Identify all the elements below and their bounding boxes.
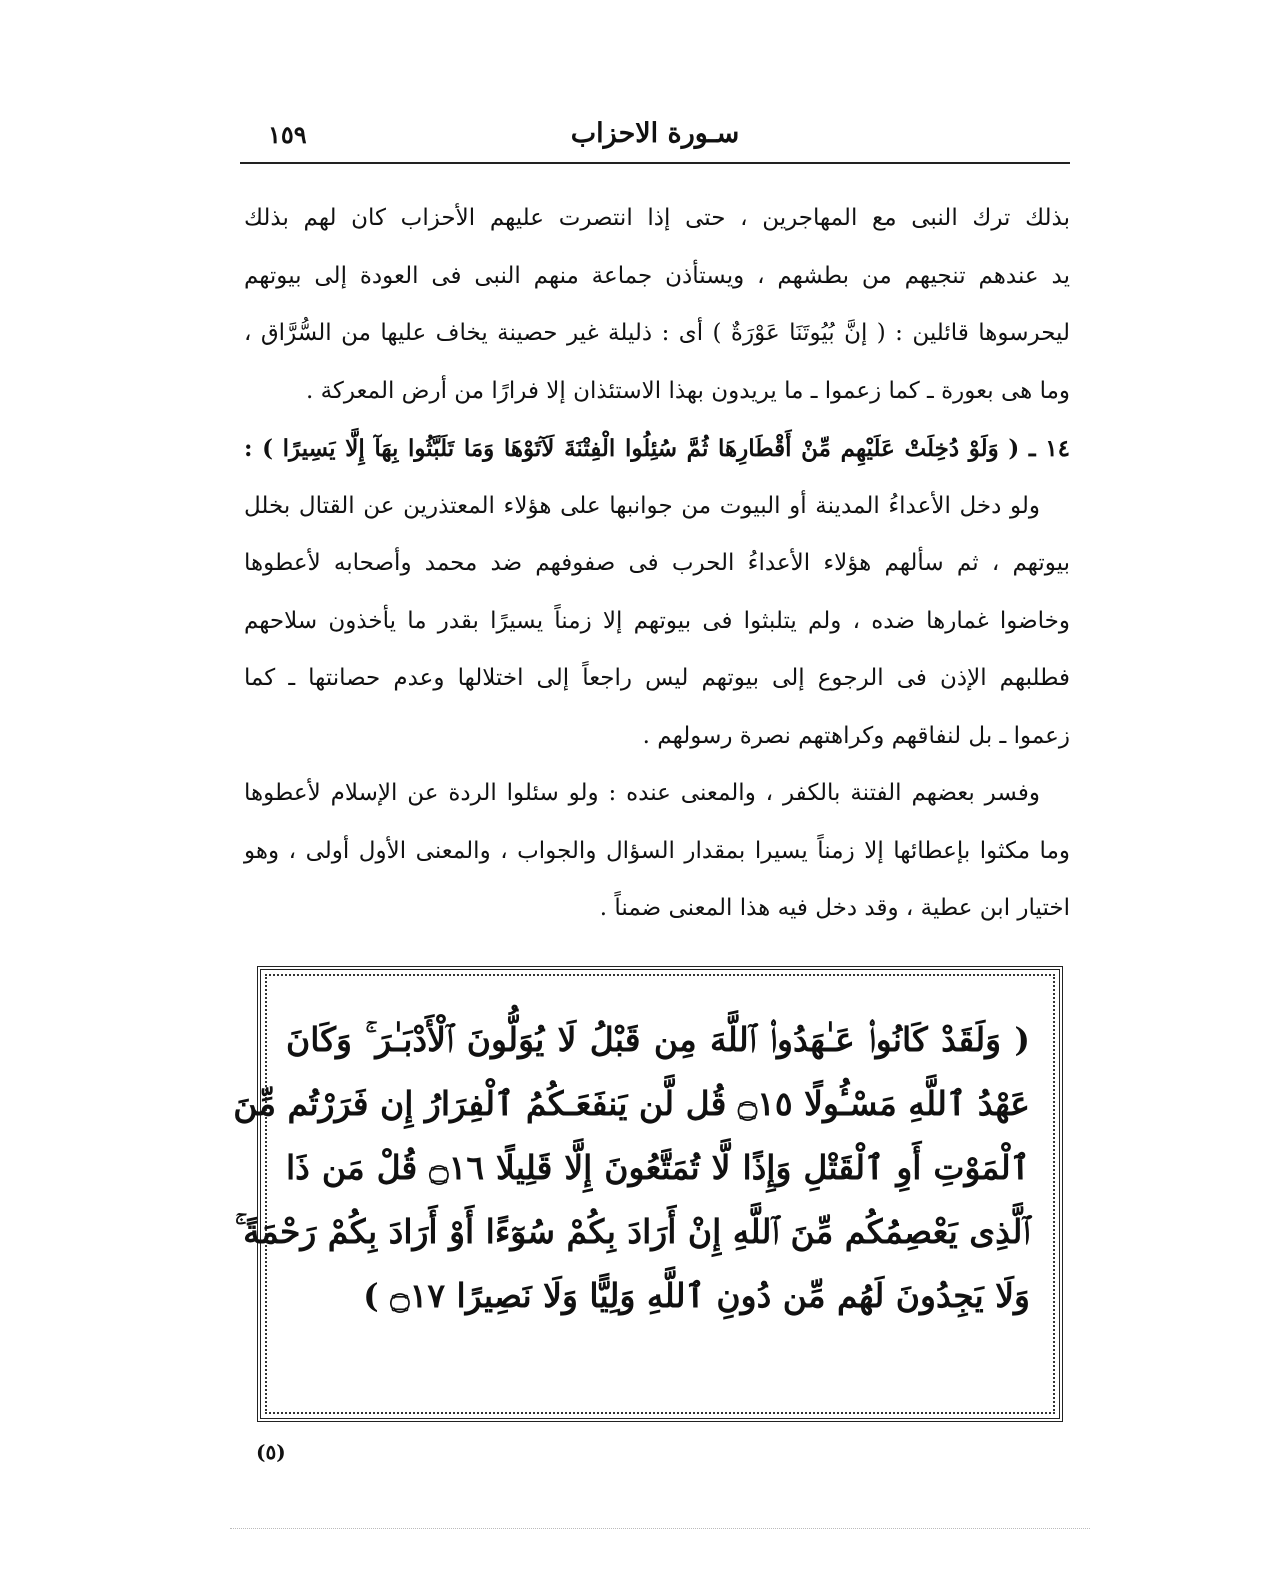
text-line: وفسر بعضهم الفتنة بالكفر ، والمعنى عنده : ولو سئلوا الردة عن الإسلام لأعطوها — [244, 780, 1040, 806]
text-line: وما مكثوا بإعطائها إلا زمناً يسيرا بمقدار السؤال والجواب ، والمعنى الأول أولى ، وهو — [244, 837, 1070, 864]
text-line: وما هى بعورة ـ كما زعموا ـ ما يريدون بهذا الاستئذان إلا فرارًا من أرض المعركة . — [305, 377, 1070, 404]
text-line: وخاضوا غمارها ضده ، ولم يتلبثوا فى بيوتهم إلا زمناً يسيرًا بقدر ما يأخذون سلاحهم — [244, 607, 1070, 634]
verse-line: عَهْدُ ٱللَّهِ مَسْـُٔولًا ۝١٥ قُل لَّن يَنفَعَـكُمُ ٱلْفِرَارُ إِن فَرَرْتُم مِّنَ — [233, 1084, 1030, 1123]
text-line: ولو دخل الأعداءُ المدينة أو البيوت من جوانبها على هؤلاء المعتذرين عن القتال بخلل — [244, 492, 1040, 519]
text-line: فطلبهم الإذن فى الرجوع إلى بيوتهم ليس راجعاً إلى اختلالها وعدم حصانتها ـ كما — [244, 665, 1070, 691]
quran-verses — [233, 1008, 1030, 1328]
page-number: ١٥٩ — [268, 120, 307, 149]
text-line: بذلك ترك النبى مع المهاجرين ، حتى إذا انتصرت عليهم الأحزاب كان لهم بذلك — [244, 205, 1070, 231]
text-line: يد عندهم تنجيهم من بطشهم ، ويستأذن جماعة منهم النبى فى العودة إلى بيوتهم — [244, 262, 1070, 289]
page-header — [240, 118, 1070, 164]
verse-line: ٱلَّذِى يَعْصِمُكُم مِّنَ ٱللَّهِ إِنْ أَرَادَ بِكُمْ سُوٓءًا أَوْ أَرَادَ بِكُمْ رَحْمَةً ۚ — [234, 1212, 1030, 1251]
verse-line: ٱلْمَوْتِ أَوِ ٱلْقَتْلِ وَإِذًا لَّا تُمَتَّعُونَ إِلَّا قَلِيلًا ۝١٦ قُلْ مَن ذَا — [286, 1148, 1030, 1187]
verse-heading: ١٤ ـ ( وَلَوْ دُخِلَتْ عَلَيْهِم مِّنْ أَقْطَارِهَا ثُمَّ سُئِلُوا الْفِتْنَةَ لَآتَوْهَا وَمَا تَلَبَّثُوا بِهَآ إِلَّا يَسِيرًا ) : — [244, 435, 1070, 462]
commentary-text — [244, 190, 1070, 938]
text-line: اختيار ابن عطية ، وقد دخل فيه هذا المعنى ضمناً . — [599, 895, 1070, 921]
surah-title: سـورة الاحزاب — [570, 118, 740, 149]
text-line: زعموا ـ بل لنفاقهم وكراهتهم نصرة رسولهم . — [642, 722, 1070, 749]
verse-line: وَلَا يَجِدُونَ لَهُم مِّن دُونِ ٱللَّهِ وَلِيًّا وَلَا نَصِيرًا ۝١٧ ) — [363, 1276, 1030, 1315]
verse-line: ( وَلَقَدْ كَانُوا۟ عَـٰهَدُوا۟ ٱللَّهَ مِن قَبْلُ لَا يُوَلُّونَ ٱلْأَدْبَـٰرَ ۚ وَكَانَ — [286, 1020, 1030, 1059]
signature-mark: (٥) — [256, 1440, 286, 1464]
text-line: ليحرسوها قائلين : ( إنَّ بُيُوتَنَا عَوْرَةٌ ) أى : ذليلة غير حصينة يخاف عليها من السُّرَّاق ، — [244, 320, 1070, 346]
text-line: بيوتهم ، ثم سألهم هؤلاء الأعداءُ الحرب فى صفوفهم ضد محمد وأصحابه لأعطوها — [244, 550, 1070, 576]
bottom-rule — [230, 1528, 1090, 1530]
